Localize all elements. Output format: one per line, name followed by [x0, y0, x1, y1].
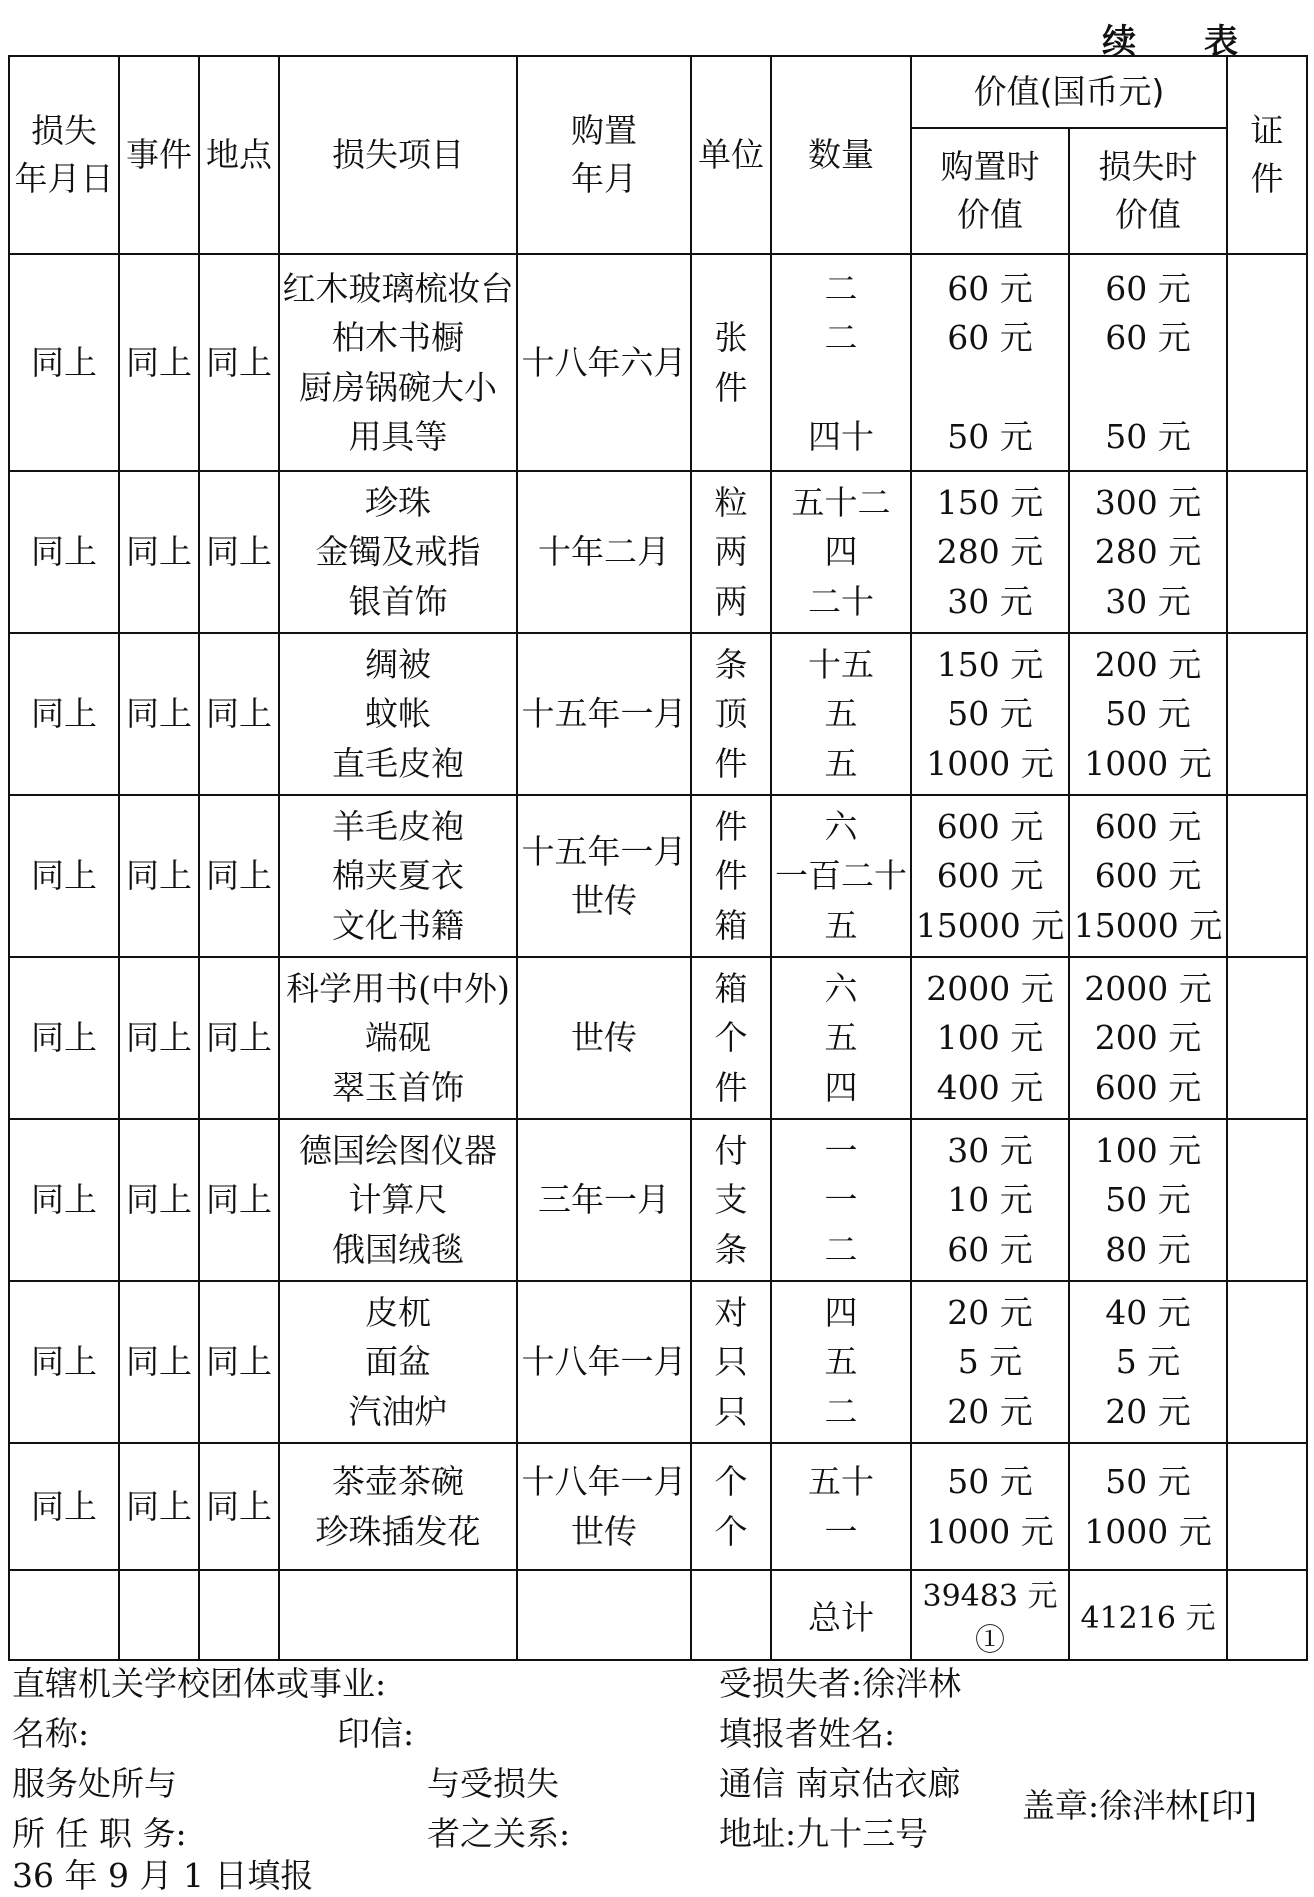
row-purchase-date — [517, 1119, 691, 1281]
row-units-line: 箱 — [714, 905, 748, 945]
row-date: 同上 — [9, 795, 119, 957]
row-date: 同上 — [9, 1443, 119, 1570]
victim-name: 受损失者:徐泮林 — [719, 1664, 962, 1703]
table-row — [9, 1443, 1307, 1570]
row-place: 同上 — [199, 1281, 279, 1443]
row-quantity-line: 一 — [824, 1180, 858, 1220]
table-row — [9, 254, 1307, 471]
row-certificate — [1227, 633, 1307, 795]
row-place: 同上 — [199, 633, 279, 795]
row-value-purchase-line: 20 元 — [947, 1292, 1033, 1332]
row-items-line: 计算尺 — [348, 1180, 448, 1220]
row-value-loss-line — [1070, 363, 1226, 413]
row-value-loss-line: 600 元 — [1094, 806, 1202, 846]
row-value-loss-line: 5 元 — [1115, 1342, 1181, 1382]
row-quantity-line: 五 — [824, 905, 858, 945]
row-items — [279, 471, 517, 633]
row-value-loss-line: 200 元 — [1094, 644, 1202, 684]
row-quantity-line: 五十 — [808, 1462, 874, 1501]
total-empty — [119, 1570, 199, 1660]
row-items-line: 羊毛皮袍 — [332, 806, 464, 846]
row-value-purchase-line: 150 元 — [936, 482, 1044, 522]
row-certificate — [1227, 1119, 1307, 1281]
row-value-loss-line: 2000 元 — [1084, 968, 1212, 1008]
total-label: 总计 — [771, 1570, 911, 1660]
header-purchase-date: 购置 年月 — [517, 56, 691, 254]
row-value-purchase — [911, 254, 1069, 471]
row-quantity — [771, 795, 911, 957]
row-value-purchase-line: 30 元 — [947, 581, 1033, 621]
table-row — [9, 957, 1307, 1119]
row-value-purchase-line: 2000 元 — [926, 968, 1054, 1008]
row-certificate — [1227, 254, 1307, 471]
total-empty — [9, 1570, 119, 1660]
row-value-purchase — [911, 957, 1069, 1119]
row-units-line: 个 — [714, 1018, 748, 1058]
row-value-purchase-line: 60 元 — [947, 1229, 1033, 1269]
row-units-line: 件 — [714, 1067, 748, 1107]
row-value-purchase — [911, 1281, 1069, 1443]
row-items-line: 红木玻璃梳妆台 — [282, 268, 514, 308]
row-quantity-line: 二 — [824, 318, 858, 357]
row-units-line: 对 — [714, 1292, 748, 1332]
row-items — [279, 795, 517, 957]
row-purchase-date-line: 十八年一月 — [521, 1342, 687, 1382]
row-event: 同上 — [119, 471, 199, 633]
row-event: 同上 — [119, 254, 199, 471]
header-value: 价值(国币元) — [911, 56, 1227, 128]
row-value-purchase-line: 400 元 — [936, 1067, 1044, 1107]
row-units-line: 件 — [714, 367, 748, 407]
relation-label-2: 者之关系: — [427, 1814, 571, 1853]
row-units-line: 箱 — [714, 968, 748, 1008]
row-value-loss-line: 50 元 — [1105, 694, 1191, 734]
address-line-1: 通信 南京估衣廊 — [719, 1764, 961, 1803]
row-place: 同上 — [199, 1119, 279, 1281]
row-value-loss-line: 50 元 — [1105, 417, 1191, 456]
row-quantity — [771, 1443, 911, 1570]
row-value-loss — [1069, 1281, 1227, 1443]
total-empty — [517, 1570, 691, 1660]
header-item: 损失项目 — [279, 56, 517, 254]
row-purchase-date-line: 三年一月 — [538, 1180, 670, 1220]
row-value-loss-line: 60 元 — [1105, 268, 1191, 308]
row-units-line: 只 — [714, 1342, 748, 1382]
row-items — [279, 1119, 517, 1281]
row-items-line: 用具等 — [348, 417, 448, 456]
loss-table — [8, 55, 1308, 1661]
row-purchase-date — [517, 795, 691, 957]
row-value-purchase-line: 15000 元 — [915, 905, 1065, 945]
row-quantity-line: 四 — [824, 1067, 858, 1107]
row-quantity-line: 五 — [824, 1018, 858, 1058]
row-value-loss — [1069, 957, 1227, 1119]
row-items — [279, 633, 517, 795]
row-quantity-line: 一 — [824, 1511, 858, 1551]
continued-label: 续 表 — [1102, 22, 1266, 62]
row-value-purchase — [911, 471, 1069, 633]
row-value-loss — [1069, 1443, 1227, 1570]
row-value-purchase-line: 50 元 — [947, 694, 1033, 734]
row-items-line: 蚊帐 — [365, 694, 431, 734]
row-value-loss-line: 600 元 — [1094, 1067, 1202, 1107]
row-value-loss-line: 40 元 — [1105, 1292, 1191, 1332]
row-date: 同上 — [9, 633, 119, 795]
row-quantity — [771, 254, 911, 471]
row-units-line: 张 — [714, 318, 748, 357]
row-place: 同上 — [199, 471, 279, 633]
row-value-loss — [1069, 254, 1227, 471]
row-quantity-line: 四十 — [808, 417, 874, 456]
row-items-line: 科学用书(中外) — [286, 968, 510, 1008]
row-units — [691, 471, 771, 633]
row-value-loss-line: 20 元 — [1105, 1391, 1191, 1431]
row-quantity-line: 二 — [824, 1391, 858, 1431]
row-certificate — [1227, 1443, 1307, 1570]
header-quantity: 数量 — [771, 56, 911, 254]
table-row — [9, 471, 1307, 633]
stamp-text: 盖章:徐泮林[印] — [1022, 1786, 1257, 1825]
row-value-loss-line: 60 元 — [1105, 318, 1191, 357]
row-units-line: 粒 — [714, 482, 748, 522]
row-quantity — [771, 957, 911, 1119]
row-quantity-line: 五十二 — [791, 482, 891, 522]
row-place: 同上 — [199, 254, 279, 471]
row-value-purchase-line — [912, 363, 1068, 413]
row-quantity — [771, 471, 911, 633]
row-purchase-date — [517, 1281, 691, 1443]
row-units — [691, 633, 771, 795]
row-items — [279, 1443, 517, 1570]
row-value-loss-line: 280 元 — [1094, 532, 1202, 572]
row-date: 同上 — [9, 1281, 119, 1443]
row-date: 同上 — [9, 1119, 119, 1281]
row-value-loss-line: 30 元 — [1105, 581, 1191, 621]
row-items-line: 棉夹夏衣 — [332, 856, 464, 896]
row-purchase-date — [517, 1443, 691, 1570]
row-items-line: 厨房锅碗大小 — [299, 367, 497, 407]
row-event: 同上 — [119, 1119, 199, 1281]
relation-label-1: 与受损失 — [427, 1764, 559, 1803]
seal-label: 印信: — [337, 1714, 415, 1753]
row-items-line: 金镯及戒指 — [315, 532, 481, 572]
row-purchase-date-line: 十八年六月 — [521, 342, 687, 382]
row-units-line: 只 — [714, 1391, 748, 1431]
fill-date: 36 年 9 月 1 日填报 — [12, 1856, 314, 1895]
row-purchase-date-line: 世传 — [571, 881, 637, 920]
row-date: 同上 — [9, 471, 119, 633]
table-row — [9, 633, 1307, 795]
row-place: 同上 — [199, 1443, 279, 1570]
row-value-loss-line: 1000 元 — [1084, 1511, 1212, 1551]
row-value-loss-line: 50 元 — [1105, 1462, 1191, 1501]
row-value-purchase — [911, 1443, 1069, 1570]
row-units — [691, 1443, 771, 1570]
row-event: 同上 — [119, 795, 199, 957]
row-quantity-line: 四 — [824, 532, 858, 572]
row-value-purchase-line: 20 元 — [947, 1391, 1033, 1431]
row-units-line: 个 — [714, 1462, 748, 1501]
row-units-line: 顶 — [714, 694, 748, 734]
row-units-line: 件 — [714, 806, 748, 846]
row-value-purchase-line: 60 元 — [947, 268, 1033, 308]
row-items-line: 银首饰 — [348, 581, 448, 621]
header-event: 事件 — [119, 56, 199, 254]
row-value-loss-line: 1000 元 — [1084, 743, 1212, 783]
row-quantity-line: 十五 — [808, 644, 874, 684]
row-quantity-line — [772, 363, 910, 413]
total-empty — [691, 1570, 771, 1660]
row-value-loss-line: 100 元 — [1094, 1130, 1202, 1170]
row-purchase-date-line: 十五年一月 — [521, 694, 687, 734]
row-units-line: 件 — [714, 856, 748, 896]
row-certificate — [1227, 471, 1307, 633]
row-items-line: 珍珠插发花 — [315, 1511, 481, 1551]
row-quantity-line: 六 — [824, 968, 858, 1008]
row-units-line: 付 — [714, 1130, 748, 1170]
table-row — [9, 1119, 1307, 1281]
row-purchase-date — [517, 254, 691, 471]
total-loss-value: 41216 元 — [1069, 1570, 1227, 1660]
row-items-line: 柏木书橱 — [332, 318, 464, 357]
row-certificate — [1227, 957, 1307, 1119]
header-value-purchase: 购置时 价值 — [911, 128, 1069, 254]
row-value-loss — [1069, 633, 1227, 795]
row-value-purchase-line: 600 元 — [936, 806, 1044, 846]
row-items-line: 俄国绒毯 — [332, 1229, 464, 1269]
row-units — [691, 957, 771, 1119]
row-items — [279, 254, 517, 471]
row-value-purchase-line: 1000 元 — [926, 743, 1054, 783]
row-value-purchase — [911, 633, 1069, 795]
row-value-loss-line: 50 元 — [1105, 1180, 1191, 1220]
row-value-purchase-line: 10 元 — [947, 1180, 1033, 1220]
row-quantity — [771, 1119, 911, 1281]
row-value-purchase-line: 5 元 — [957, 1342, 1023, 1382]
row-units — [691, 1119, 771, 1281]
row-items-line: 文化书籍 — [332, 905, 464, 945]
row-units-line: 条 — [714, 1229, 748, 1269]
row-items-line: 德国绘图仪器 — [299, 1130, 497, 1170]
header-place: 地点 — [199, 56, 279, 254]
row-place: 同上 — [199, 957, 279, 1119]
row-purchase-date-line: 世传 — [571, 1018, 637, 1058]
row-items-line: 茶壶茶碗 — [332, 1462, 464, 1501]
row-items-line: 珍珠 — [365, 482, 431, 522]
row-purchase-date-line: 世传 — [571, 1511, 637, 1551]
office-label-1: 服务处所与 — [12, 1764, 177, 1803]
table-row — [9, 1281, 1307, 1443]
row-items-line: 皮杌 — [365, 1292, 431, 1332]
row-items — [279, 957, 517, 1119]
name-label: 名称: — [12, 1714, 90, 1753]
row-items-line: 汽油炉 — [348, 1391, 448, 1431]
row-place: 同上 — [199, 795, 279, 957]
row-units-line: 支 — [714, 1180, 748, 1220]
header-date: 损失 年月日 — [9, 56, 119, 254]
row-value-purchase-line: 600 元 — [936, 856, 1044, 896]
row-quantity-line: 一 — [824, 1130, 858, 1170]
row-purchase-date-line: 十年二月 — [538, 532, 670, 572]
row-units-line: 条 — [714, 644, 748, 684]
row-certificate — [1227, 1281, 1307, 1443]
row-quantity-line: 五 — [824, 743, 858, 783]
row-certificate — [1227, 795, 1307, 957]
row-value-loss-line: 200 元 — [1094, 1018, 1202, 1058]
row-event: 同上 — [119, 957, 199, 1119]
row-quantity-line: 二 — [824, 268, 858, 308]
row-items — [279, 1281, 517, 1443]
header-certificate: 证 件 — [1227, 56, 1307, 254]
row-quantity-line: 五 — [824, 694, 858, 734]
row-value-loss — [1069, 471, 1227, 633]
header-value-loss: 损失时 价值 — [1069, 128, 1227, 254]
row-units-line: 两 — [714, 532, 748, 572]
row-value-purchase-line: 60 元 — [947, 318, 1033, 357]
row-value-purchase-line: 1000 元 — [926, 1511, 1054, 1551]
row-value-loss-line: 600 元 — [1094, 856, 1202, 896]
table-row — [9, 795, 1307, 957]
row-purchase-date-line: 十八年一月 — [521, 1462, 687, 1501]
row-quantity — [771, 633, 911, 795]
row-quantity-line: 五 — [824, 1342, 858, 1382]
row-items-line: 端砚 — [365, 1018, 431, 1058]
total-empty — [199, 1570, 279, 1660]
row-date: 同上 — [9, 254, 119, 471]
row-items-line: 翠玉首饰 — [332, 1067, 464, 1107]
row-units-line: 个 — [714, 1511, 748, 1551]
row-value-purchase-line: 30 元 — [947, 1130, 1033, 1170]
address-line-2: 地址:九十三号 — [719, 1814, 929, 1853]
row-value-loss — [1069, 1119, 1227, 1281]
row-value-loss-line: 80 元 — [1105, 1229, 1191, 1269]
row-quantity-line: 二十 — [808, 581, 874, 621]
row-value-purchase-line: 150 元 — [936, 644, 1044, 684]
row-event: 同上 — [119, 633, 199, 795]
row-value-purchase-line: 100 元 — [936, 1018, 1044, 1058]
row-quantity-line: 六 — [824, 806, 858, 846]
row-items-line: 面盆 — [365, 1342, 431, 1382]
row-units — [691, 254, 771, 471]
row-purchase-date — [517, 633, 691, 795]
org-label: 直辖机关学校团体或事业: — [12, 1664, 387, 1703]
row-items-line: 绸被 — [365, 644, 431, 684]
row-quantity-line: 一百二十 — [775, 856, 907, 896]
row-units — [691, 1281, 771, 1443]
row-purchase-date — [517, 471, 691, 633]
row-items-line: 直毛皮袍 — [332, 743, 464, 783]
row-quantity-line: 二 — [824, 1229, 858, 1269]
row-value-purchase — [911, 1119, 1069, 1281]
total-buy-value: 39483 元① — [911, 1570, 1069, 1660]
row-purchase-date-line: 十五年一月 — [521, 831, 687, 871]
row-units — [691, 795, 771, 957]
row-date: 同上 — [9, 957, 119, 1119]
row-value-purchase-line: 50 元 — [947, 1462, 1033, 1501]
form-footer — [12, 1658, 1302, 1895]
row-value-loss-line: 15000 元 — [1073, 905, 1223, 945]
row-quantity — [771, 1281, 911, 1443]
row-value-purchase-line: 50 元 — [947, 417, 1033, 456]
row-value-loss — [1069, 795, 1227, 957]
total-empty — [1227, 1570, 1307, 1660]
row-units-line: 件 — [714, 743, 748, 783]
header-unit: 单位 — [691, 56, 771, 254]
row-value-purchase — [911, 795, 1069, 957]
row-value-loss-line: 300 元 — [1094, 482, 1202, 522]
total-empty — [279, 1570, 517, 1660]
row-quantity-line: 四 — [824, 1292, 858, 1332]
row-purchase-date — [517, 957, 691, 1119]
row-value-purchase-line: 280 元 — [936, 532, 1044, 572]
row-event: 同上 — [119, 1443, 199, 1570]
reporter-label: 填报者姓名: — [719, 1714, 896, 1753]
row-units-line: 两 — [714, 581, 748, 621]
office-label-2: 所 任 职 务: — [12, 1814, 187, 1853]
row-event: 同上 — [119, 1281, 199, 1443]
